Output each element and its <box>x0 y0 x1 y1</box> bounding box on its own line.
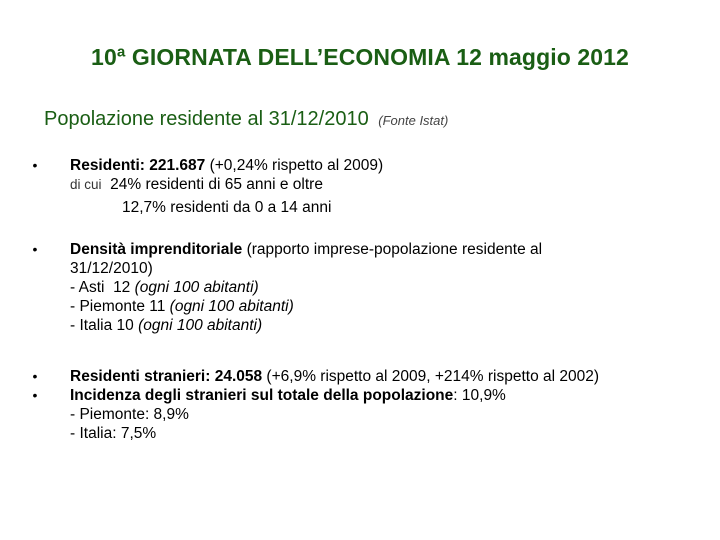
incidenza-italia: - Italia: 7,5% <box>70 425 157 442</box>
densita-piemonte: - Piemonte 11 <box>70 298 170 315</box>
densita-label: Densità imprenditoriale <box>70 241 243 258</box>
residenti-label: Residenti: 221.687 <box>70 157 206 174</box>
densita-italia-note: (ogni 100 abitanti) <box>138 317 263 334</box>
bullet-dot: • <box>32 157 38 173</box>
incidenza-piemonte: - Piemonte: 8,9% <box>70 406 189 423</box>
slide-title: 10ª GIORNATA DELL’ECONOMIA 12 maggio 2012 <box>91 44 629 70</box>
incidenza-tail: : 10,9% <box>453 387 506 404</box>
stranieri-tail: (+6,9% rispetto al 2009, +214% rispetto al 2002) <box>262 368 600 385</box>
stranieri-label: Residenti stranieri: 24.058 <box>70 368 263 385</box>
residenti-sub2: 12,7% residenti da 0 a 14 anni <box>122 199 332 216</box>
subtitle-source: (Fonte Istat) <box>378 113 449 128</box>
densita-italia: - Italia 10 <box>70 317 139 334</box>
bullet-dot: • <box>32 387 38 403</box>
bullet-stranieri <box>30 367 599 443</box>
bullet-residenti <box>30 156 383 217</box>
residenti-sub1: 24% residenti di 65 anni e oltre <box>101 176 323 193</box>
bullet-dot: • <box>32 241 38 257</box>
bullet-dot: • <box>32 368 38 384</box>
residenti-sub-prefix: di cui <box>70 177 102 192</box>
bullet-densita <box>30 240 542 335</box>
densita-line2: 31/12/2010) <box>70 260 153 277</box>
subtitle-main: Popolazione residente al 31/12/2010 <box>44 108 369 130</box>
slide-subtitle <box>44 108 448 131</box>
densita-asti-note: (ogni 100 abitanti) <box>134 279 259 296</box>
residenti-tail: (+0,24% rispetto al 2009) <box>205 157 384 174</box>
densita-asti: - Asti 12 <box>70 279 135 296</box>
densita-tail: (rapporto imprese-popolazione residente al <box>242 241 543 258</box>
densita-piemonte-note: (ogni 100 abitanti) <box>169 298 294 315</box>
incidenza-label: Incidenza degli stranieri sul totale della popolazione <box>70 387 454 404</box>
